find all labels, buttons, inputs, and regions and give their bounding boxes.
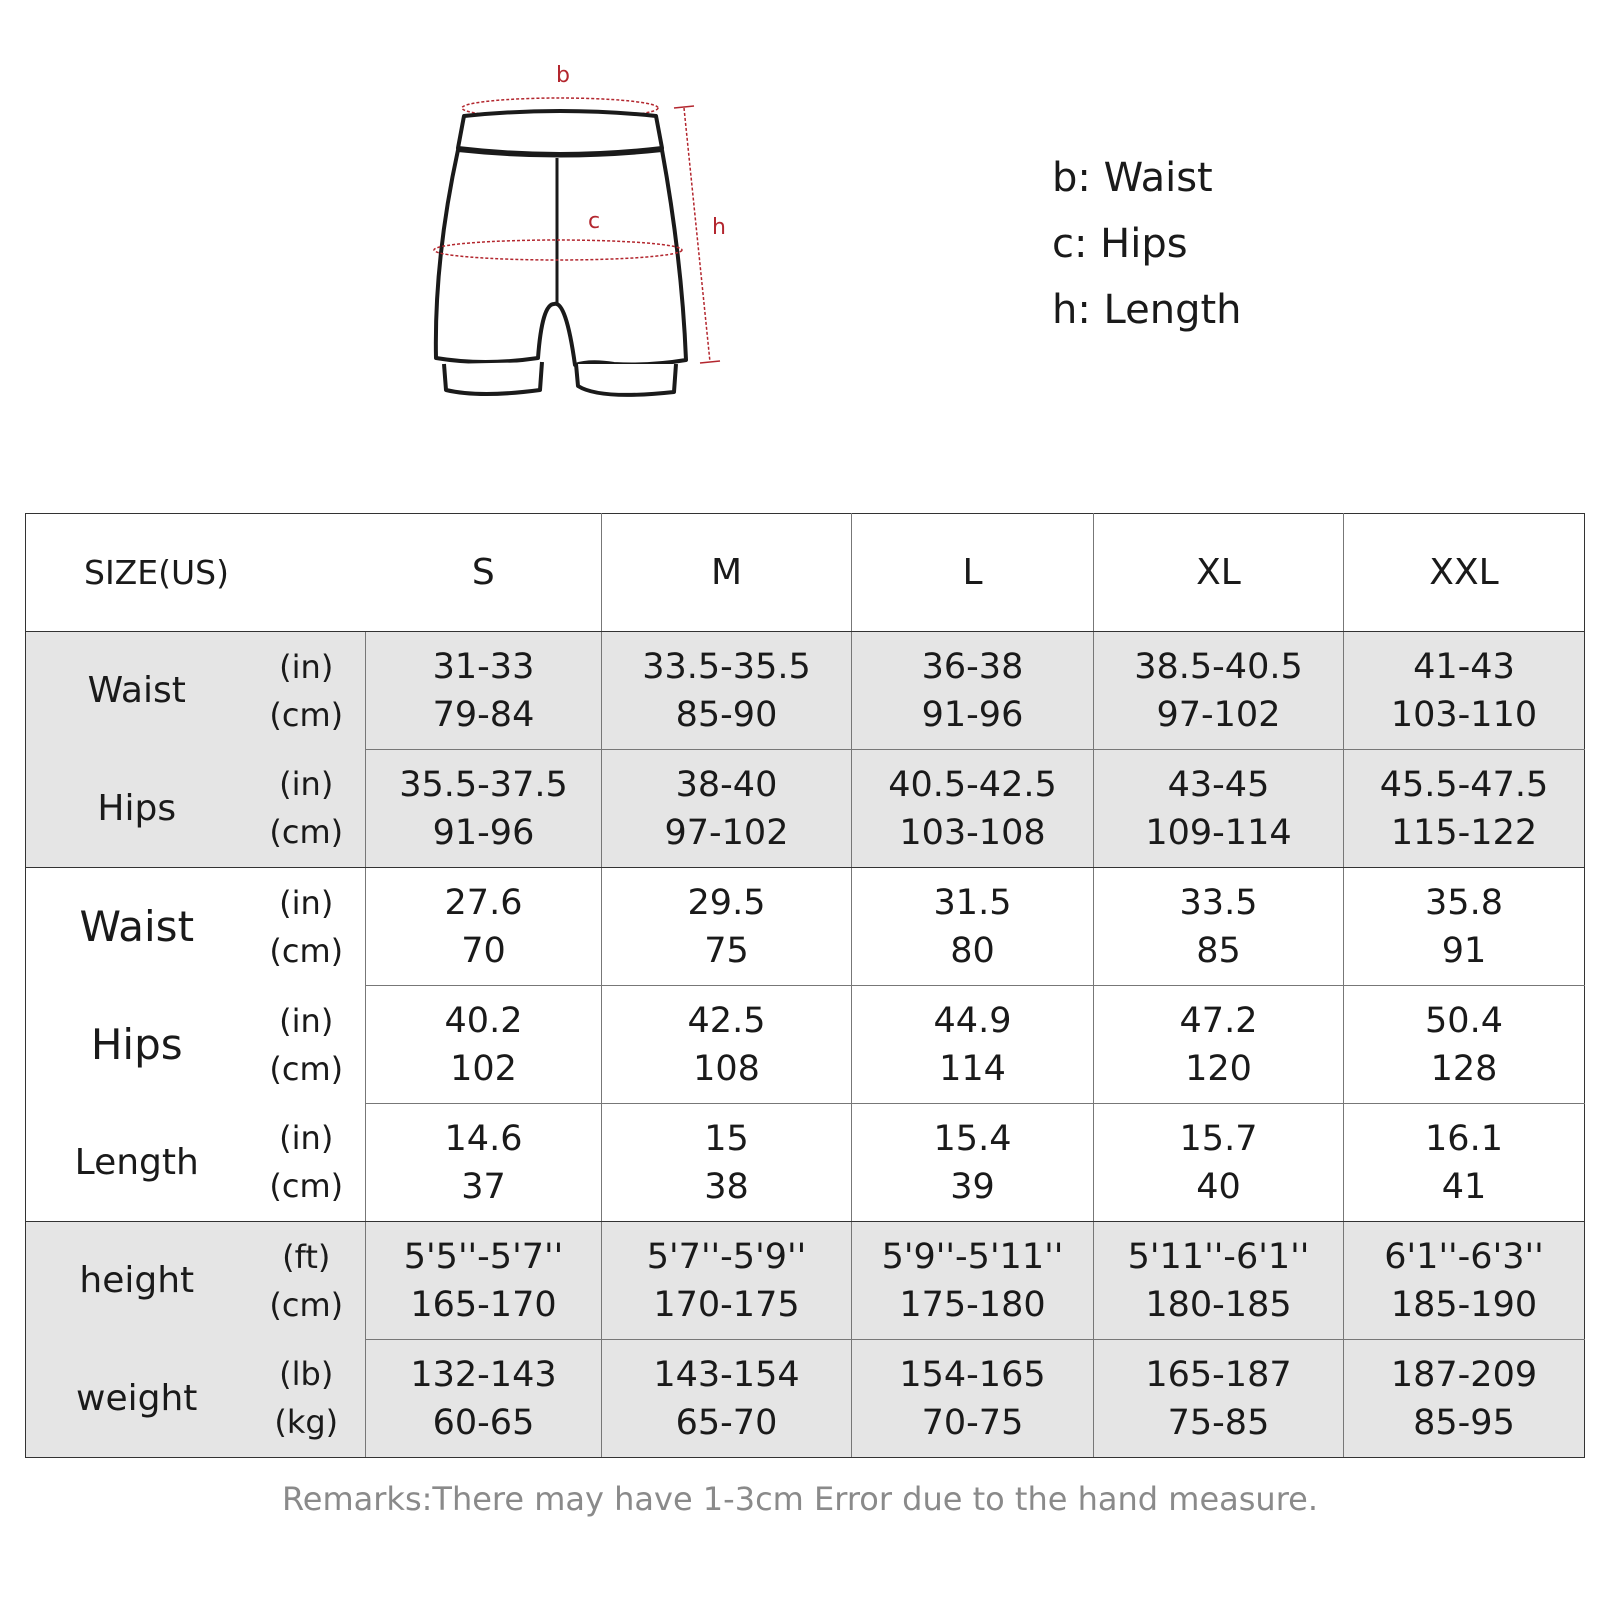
value-primary: 27.6 — [444, 882, 523, 923]
value-primary: 6'1''-6'3'' — [1384, 1236, 1544, 1277]
unit-label: (cm) — [269, 813, 344, 852]
unit-label: (cm) — [269, 695, 344, 734]
length-measure-cap-top — [674, 106, 694, 108]
value-secondary: 170-175 — [653, 1284, 800, 1325]
size-value-cell — [366, 750, 602, 868]
value-primary: 50.4 — [1425, 1000, 1503, 1041]
unit-label: (in) — [279, 765, 334, 804]
size-header-row — [26, 514, 1585, 632]
value-secondary: 91-96 — [432, 812, 535, 853]
label-h: h — [712, 215, 726, 240]
value-secondary: 91-96 — [921, 694, 1024, 735]
size-value-cell — [852, 986, 1094, 1104]
value-secondary: 97-102 — [664, 812, 789, 853]
row-label: height — [26, 1222, 248, 1340]
size-value-cell — [852, 1340, 1094, 1458]
value-secondary: 91 — [1441, 930, 1487, 971]
value-secondary: 128 — [1430, 1048, 1498, 1089]
unit-label: (in) — [279, 1119, 334, 1158]
row-label: Hips — [26, 750, 248, 868]
size-value-cell — [366, 632, 602, 750]
shorts-body — [436, 150, 686, 365]
size-value-cell — [602, 986, 852, 1104]
size-value-cell — [1344, 750, 1585, 868]
unit-label: (in) — [279, 883, 334, 922]
value-secondary: 109-114 — [1145, 812, 1292, 853]
size-value-cell — [366, 868, 602, 986]
value-secondary: 39 — [950, 1166, 995, 1207]
size-value-cell — [366, 986, 602, 1104]
value-secondary: 41 — [1441, 1166, 1487, 1207]
size-value-cell — [1094, 750, 1344, 868]
size-value-cell — [602, 632, 852, 750]
value-secondary: 79-84 — [432, 694, 535, 735]
size-value-cell — [602, 750, 852, 868]
value-primary: 187-209 — [1390, 1354, 1538, 1395]
size-xxl: XXL — [1344, 514, 1585, 632]
value-secondary: 102 — [450, 1048, 517, 1089]
size-value-cell — [852, 1222, 1094, 1340]
liner-left-leg — [444, 362, 542, 394]
row-units — [248, 632, 366, 750]
value-secondary: 75 — [704, 930, 749, 971]
unit-label: (kg) — [274, 1403, 339, 1442]
size-value-cell — [1094, 1104, 1344, 1222]
size-value-cell — [852, 750, 1094, 868]
value-secondary: 70-75 — [921, 1402, 1024, 1443]
value-primary: 31-33 — [432, 646, 535, 687]
value-secondary: 75-85 — [1167, 1402, 1270, 1443]
row-units — [248, 750, 366, 868]
size-xl: XL — [1094, 514, 1344, 632]
unit-label: (cm) — [269, 1285, 344, 1324]
liner-right-leg — [576, 364, 676, 395]
size-value-cell — [1094, 868, 1344, 986]
unit-label: (in) — [279, 1001, 334, 1040]
row-units — [248, 1104, 366, 1222]
unit-label: (cm) — [269, 931, 344, 970]
length-measure-line — [684, 108, 710, 362]
size-value-cell — [602, 1104, 852, 1222]
length-measure-cap-bottom — [700, 361, 720, 363]
size-value-cell — [1094, 1340, 1344, 1458]
value-primary: 143-154 — [653, 1354, 800, 1395]
size-value-cell — [366, 1104, 602, 1222]
size-chart-table — [25, 513, 1585, 1458]
size-value-cell — [852, 1104, 1094, 1222]
unit-label: (ft) — [282, 1237, 331, 1276]
size-us-label: SIZE(US) — [26, 514, 366, 632]
row-label: Hips — [26, 986, 248, 1104]
value-primary: 36-38 — [921, 646, 1024, 687]
size-value-cell — [852, 632, 1094, 750]
legend-length: h: Length — [1052, 287, 1242, 333]
measurement-row — [26, 1340, 1585, 1458]
label-b: b — [556, 63, 570, 88]
size-value-cell — [1344, 632, 1585, 750]
size-s: S — [366, 514, 602, 632]
value-primary: 44.9 — [933, 1000, 1012, 1041]
value-secondary: 70 — [461, 930, 506, 971]
size-value-cell — [366, 1340, 602, 1458]
size-m: M — [602, 514, 852, 632]
value-primary: 31.5 — [933, 882, 1012, 923]
value-secondary: 114 — [939, 1048, 1006, 1089]
value-primary: 47.2 — [1179, 1000, 1258, 1041]
value-secondary: 85 — [1196, 930, 1241, 971]
value-primary: 5'11''-6'1'' — [1127, 1236, 1310, 1277]
value-secondary: 120 — [1185, 1048, 1252, 1089]
value-primary: 33.5-35.5 — [642, 646, 811, 687]
value-primary: 165-187 — [1145, 1354, 1292, 1395]
value-secondary: 97-102 — [1156, 694, 1281, 735]
value-secondary: 80 — [950, 930, 995, 971]
value-secondary: 37 — [461, 1166, 506, 1207]
value-secondary: 185-190 — [1390, 1284, 1538, 1325]
value-secondary: 85-95 — [1413, 1402, 1515, 1443]
value-secondary: 115-122 — [1390, 812, 1538, 853]
value-primary: 16.1 — [1425, 1118, 1503, 1159]
row-units — [248, 868, 366, 986]
value-secondary: 60-65 — [432, 1402, 535, 1443]
measurement-row — [26, 1222, 1585, 1340]
value-secondary: 85-90 — [675, 694, 778, 735]
size-value-cell — [1344, 1222, 1585, 1340]
measurement-row — [26, 750, 1585, 868]
unit-label: (cm) — [269, 1167, 344, 1206]
value-primary: 40.5-42.5 — [888, 764, 1057, 805]
size-value-cell — [1344, 1340, 1585, 1458]
shorts-diagram — [420, 60, 740, 420]
label-c: c — [588, 209, 601, 234]
remarks-note: Remarks:There may have 1-3cm Error due to the hand measure. — [281, 1480, 1318, 1518]
value-secondary: 103-108 — [899, 812, 1046, 853]
value-primary: 15 — [704, 1118, 749, 1159]
value-secondary: 65-70 — [675, 1402, 778, 1443]
measurement-row — [26, 632, 1585, 750]
value-primary: 154-165 — [899, 1354, 1046, 1395]
row-label: Length — [26, 1104, 248, 1222]
shorts-waistband — [458, 111, 662, 154]
measurement-legend — [1052, 145, 1242, 343]
size-value-cell — [602, 1222, 852, 1340]
size-value-cell — [1344, 1104, 1585, 1222]
measurement-row — [26, 1104, 1585, 1222]
measurement-row — [26, 986, 1585, 1104]
value-primary: 42.5 — [687, 1000, 766, 1041]
legend-hips: c: Hips — [1052, 221, 1188, 267]
value-secondary: 103-110 — [1390, 694, 1538, 735]
size-value-cell — [1344, 868, 1585, 986]
value-primary: 41-43 — [1413, 646, 1515, 687]
value-primary: 5'9''-5'11'' — [881, 1236, 1064, 1277]
unit-label: (in) — [279, 647, 334, 686]
value-primary: 33.5 — [1179, 882, 1258, 923]
value-primary: 35.8 — [1425, 882, 1503, 923]
size-l: L — [852, 514, 1094, 632]
row-units — [248, 1340, 366, 1458]
value-primary: 38-40 — [675, 764, 778, 805]
unit-label: (lb) — [279, 1355, 334, 1394]
value-secondary: 40 — [1196, 1166, 1241, 1207]
unit-label: (cm) — [269, 1049, 344, 1088]
value-secondary: 108 — [693, 1048, 760, 1089]
row-label: Waist — [26, 868, 248, 986]
size-value-cell — [1094, 632, 1344, 750]
value-secondary: 38 — [704, 1166, 749, 1207]
size-value-cell — [1094, 986, 1344, 1104]
row-units — [248, 1222, 366, 1340]
size-value-cell — [1344, 986, 1585, 1104]
measurement-row — [26, 868, 1585, 986]
value-primary: 45.5-47.5 — [1379, 764, 1549, 805]
value-primary: 15.4 — [933, 1118, 1012, 1159]
row-label: weight — [26, 1340, 248, 1458]
value-secondary: 165-170 — [410, 1284, 557, 1325]
value-primary: 132-143 — [410, 1354, 557, 1395]
value-primary: 5'7''-5'9'' — [646, 1236, 807, 1277]
size-value-cell — [852, 868, 1094, 986]
size-value-cell — [602, 1340, 852, 1458]
value-primary: 14.6 — [444, 1118, 523, 1159]
value-primary: 15.7 — [1179, 1118, 1258, 1159]
row-units — [248, 986, 366, 1104]
value-primary: 5'5''-5'7'' — [403, 1236, 564, 1277]
size-value-cell — [1094, 1222, 1344, 1340]
value-primary: 40.2 — [444, 1000, 523, 1041]
row-label: Waist — [26, 632, 248, 750]
value-primary: 35.5-37.5 — [399, 764, 568, 805]
size-value-cell — [602, 868, 852, 986]
value-secondary: 180-185 — [1145, 1284, 1292, 1325]
value-primary: 29.5 — [687, 882, 766, 923]
size-value-cell — [366, 1222, 602, 1340]
value-primary: 43-45 — [1167, 764, 1270, 805]
value-primary: 38.5-40.5 — [1134, 646, 1303, 687]
value-secondary: 175-180 — [899, 1284, 1046, 1325]
legend-waist: b: Waist — [1052, 155, 1213, 201]
